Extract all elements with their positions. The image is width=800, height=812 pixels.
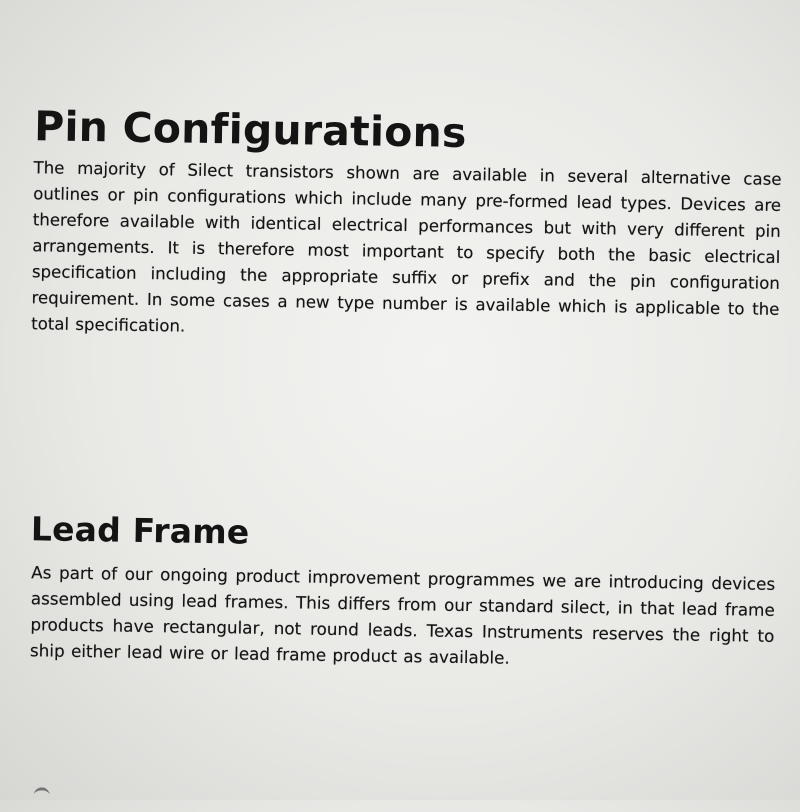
- lead-frame-paragraph: As part of our ongoing product improvement programmes we are introducing devices assembled using lead frames. This differs from our standard silect, in that lead frame products have rectangular, not round leads. Texas Instruments reserves the right to ship either lead wire or lead frame product as available.: [29, 562, 776, 668]
- pin-configurations-heading: Pin Configurations: [33, 102, 467, 158]
- pin-configurations-paragraph: The majority of Silect transistors shown are available in several alternative case outlines or pin configurations which include many pre-formed lead types. Devices are therefore available with identical electrical performances but with very different pin arrangements. It is therefore most important to specify both the basic electrical specification including the appropriate suffix or prefix and the pin configuration requirement. In some cases a new type number is available which is applicable to the total specification.: [31, 158, 782, 336]
- lead-frame-section: [26, 509, 776, 675]
- pin-configurations-section: [31, 102, 783, 349]
- lead-frame-heading: Lead Frame: [30, 509, 250, 552]
- cut-off-glyph: [34, 787, 50, 800]
